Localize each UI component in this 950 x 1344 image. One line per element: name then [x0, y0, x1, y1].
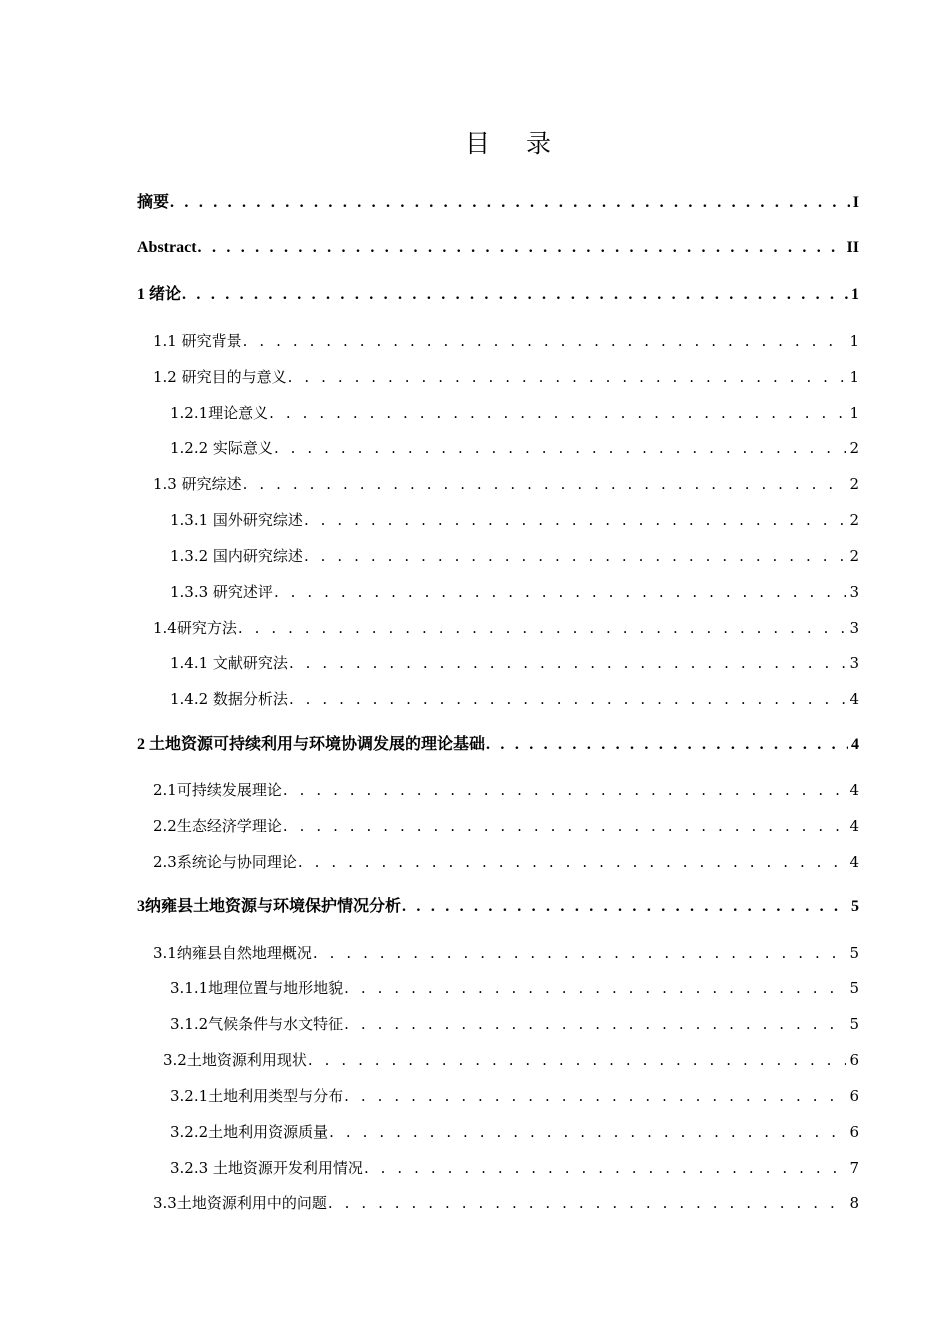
toc-entry[interactable] [153, 1192, 859, 1214]
toc-leader [304, 509, 847, 531]
toc-entry[interactable] [153, 473, 859, 495]
toc-entry-page: 4 [849, 853, 859, 871]
toc-entry-page: 1 [849, 368, 859, 386]
toc-entry[interactable] [170, 509, 859, 531]
toc-leader [344, 1085, 846, 1107]
toc-entry-page: 7 [849, 1159, 859, 1177]
toc-leader [274, 437, 847, 459]
toc-entry[interactable] [153, 617, 859, 639]
toc-entry[interactable] [137, 192, 859, 214]
toc-entry-label: 1.3 研究综述 [153, 475, 242, 493]
toc-entry-label: 3.2.3 土地资源开发利用情况 [170, 1159, 363, 1177]
toc-entry-label: 3.2.1土地利用类型与分布 [170, 1087, 344, 1105]
toc-entry-page: 3 [849, 654, 859, 672]
toc-leader [198, 237, 844, 259]
toc-entry-page: 6 [849, 1051, 859, 1069]
toc-entry-label: 3.2.2土地利用资源质量 [170, 1123, 329, 1141]
page-title: 目 录 [465, 129, 565, 158]
toc-leader [182, 284, 848, 306]
toc-entry-page: II [846, 239, 859, 256]
toc-entry[interactable] [153, 779, 859, 801]
toc-entry-page: 5 [849, 944, 859, 962]
toc-entry[interactable] [170, 1121, 859, 1143]
toc-entry[interactable] [153, 366, 859, 388]
toc-entry-label: 1.1 研究背景 [153, 332, 242, 350]
toc-entry-label: 3.3土地资源利用中的问题 [153, 1194, 327, 1212]
toc-entry[interactable] [170, 1085, 859, 1107]
toc-leader [304, 545, 847, 567]
toc-entry[interactable] [170, 402, 859, 424]
toc-entry-page: 2 [849, 439, 859, 457]
toc-leader [289, 652, 847, 674]
toc-entry-page: 1 [851, 286, 859, 303]
toc-entry-page: 6 [849, 1123, 859, 1141]
toc-leader [486, 734, 848, 756]
toc-leader [283, 779, 847, 801]
toc-entry[interactable] [170, 437, 859, 459]
toc-entry[interactable] [170, 1013, 859, 1035]
toc-leader [344, 977, 846, 999]
toc-entry-label: 1.4.1 文献研究法 [170, 654, 288, 672]
toc-entry[interactable] [170, 688, 859, 710]
toc-leader [238, 617, 847, 639]
toc-entry-label: 2.1可持续发展理论 [153, 781, 282, 799]
toc-entry-page: 3 [849, 583, 859, 601]
toc-leader [328, 1192, 847, 1214]
toc-leader [243, 330, 847, 352]
toc-entry-label: 2.3系统论与协同理论 [153, 853, 297, 871]
toc-leader [313, 942, 847, 964]
toc-leader [269, 402, 846, 424]
toc-entry[interactable] [170, 581, 859, 603]
toc-entry[interactable] [153, 942, 859, 964]
toc-entry-page: 5 [849, 1015, 859, 1033]
toc-leader [288, 366, 847, 388]
toc-entry-label: 1.3.1 国外研究综述 [170, 511, 303, 529]
toc-entry-page: 1 [849, 332, 859, 350]
toc-entry[interactable] [170, 977, 859, 999]
toc-entry-page: 5 [849, 979, 859, 997]
toc-entry-label: 3.1纳雍县自然地理概况 [153, 944, 312, 962]
toc-entry-label: 3纳雍县土地资源与环境保护情况分析 [137, 898, 402, 915]
toc-entry[interactable] [153, 815, 859, 837]
toc-entry-page: 2 [849, 475, 859, 493]
toc-leader [329, 1121, 846, 1143]
toc-entry[interactable] [137, 284, 859, 306]
toc-leader [298, 851, 847, 873]
toc-entry[interactable] [170, 652, 859, 674]
toc-entry[interactable] [137, 734, 859, 756]
toc-leader [243, 473, 847, 495]
toc-entry[interactable] [163, 1049, 859, 1071]
toc-leader [289, 688, 847, 710]
toc-entry[interactable] [137, 237, 859, 259]
toc-leader [274, 581, 847, 603]
toc-entry-label: 3.2土地资源利用现状 [163, 1051, 307, 1069]
toc-entry-label: 1.3.3 研究述评 [170, 583, 273, 601]
toc-leader [170, 192, 850, 214]
toc-entry[interactable] [170, 1157, 859, 1179]
toc-entry-page: 4 [849, 781, 859, 799]
toc-entry-page: 1 [849, 404, 859, 422]
toc-leader [308, 1049, 847, 1071]
toc-entry-page: 3 [849, 619, 859, 637]
toc-entry-label: 1.2.2 实际意义 [170, 439, 273, 457]
toc-entry-page: 2 [849, 511, 859, 529]
toc-entry-label: 1.2.1理论意义 [170, 404, 269, 422]
toc-entry-label: 2 土地资源可持续利用与环境协调发展的理论基础 [137, 736, 486, 753]
toc-entry-label: 1.4.2 数据分析法 [170, 690, 288, 708]
toc-entry-label: 1.3.2 国内研究综述 [170, 547, 303, 565]
toc-leader [402, 896, 848, 918]
toc-entry-label: Abstract [137, 239, 197, 256]
toc-entry[interactable] [153, 330, 859, 352]
toc-leader [364, 1157, 847, 1179]
toc-entry-label: 1.4研究方法 [153, 619, 237, 637]
toc-entry-label: 3.1.1地理位置与地形地貌 [170, 979, 344, 997]
toc-entry-page: 2 [849, 547, 859, 565]
toc-entry[interactable] [153, 851, 859, 873]
toc-entry-label: 3.1.2气候条件与水文特征 [170, 1015, 344, 1033]
toc-entry-label: 2.2生态经济学理论 [153, 817, 282, 835]
toc-entry-page: 6 [849, 1087, 859, 1105]
toc-leader [283, 815, 847, 837]
toc-entry[interactable] [137, 896, 859, 918]
toc-entry-label: 1.2 研究目的与意义 [153, 368, 287, 386]
toc-entry-label: 1 绪论 [137, 286, 182, 303]
toc-entry-page: 8 [849, 1194, 859, 1212]
toc-entry-page: 4 [849, 690, 859, 708]
toc-entry-page: 4 [851, 736, 859, 753]
toc-leader [344, 1013, 846, 1035]
toc-entry-page: I [852, 194, 859, 211]
toc-entry[interactable] [170, 545, 859, 567]
toc-entry-page: 5 [851, 898, 859, 915]
toc-entry-label: 摘要 [137, 194, 170, 211]
toc-entry-page: 4 [849, 817, 859, 835]
